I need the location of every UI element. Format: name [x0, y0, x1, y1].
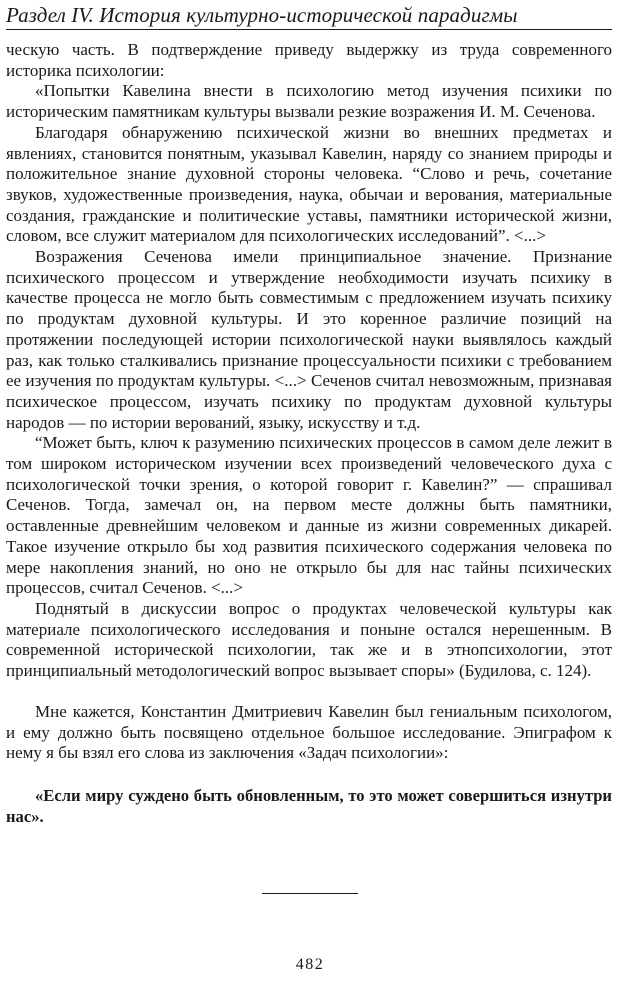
paragraph-continuation: ческую часть. В подтверждение приведу выдержку из труда современного историка психологии: [6, 40, 612, 80]
quote-paragraph-sechenov-objections: Возражения Сеченова имели принципиальное значение. Признание психического процессом и утверждение необходимости изучать психику в качестве процесса не могло быть совместимым с предложением изучать психику по продуктам духовной культуры. И это коренное различие позиций на протяжении последующей истории психологической науки выявлялось каждый раз, как только сталкивались признание процессуальности психики с требованием ее изучения по продуктам культуры. <...> Сеченов считал невозможным, признавая психическое процессом, изучать психику по продуктам духовной культуры народов — по истории верований, языку, искусству и т.д. [6, 247, 612, 432]
author-paragraph: Мне кажется, Константин Дмитриевич Кавелин был гениальным психологом, и ему должно быть посвящено отдельное большое исследование. Эпиграфом к нему я бы взял его слова из заключения «Задач психологии»: [6, 701, 612, 763]
body-text [6, 40, 612, 827]
header-rule [6, 29, 612, 30]
quote-paragraph-kavelin: Благодаря обнаружению психической жизни во внешних предметах и явлениях, становится понятным, указывал Кавелин, наряду со знанием природы и положительное знание духовной стороны человека. “Слово и речь, сочетание звуков, художественные произведения, наука, обычаи и верования, материальные создания, гражданские и политические уставы, памятники исторической жизни, словом, все служит материалом для психологических исследований”. <...> [6, 122, 612, 246]
page-number: 482 [295, 956, 325, 973]
quote-paragraph-opening: «Попытки Кавелина внести в психологию метод изучения психики по историческим памятникам культуры вызвали резкие возражения И. М. Сеченова. [6, 81, 612, 122]
running-header: Раздел IV. История культурно-исторической парадигмы [6, 3, 518, 27]
section-end-rule [262, 893, 358, 894]
epigraph-quote: «Если миру суждено быть обновленным, то это может совершиться изнутри нас». [6, 785, 612, 826]
quote-paragraph-sechenov-question: “Может быть, ключ к разумению психических процессов в самом деле лежит в том широком историческом изучении всех произведений человеческого духа с психологической точки зрения, о которой говорит г. Кавелин?” — спрашивал Сеченов. Тогда, замечал он, на первом месте должны быть памятники, оставленные древнейшим человеком и данные из жизни современных дикарей. Такое изучение открыло бы ход развития психического содержания человека по мере накопления знаний, но оно не открыло бы для нас тайны психических процессов, считал Сеченов. <...> [6, 433, 612, 598]
quote-paragraph-closing: Поднятый в дискуссии вопрос о продуктах человеческой культуры как материале психологического исследования и поныне остался нерешенным. В современной исторической психологии, так же и в этнопсихологии, этот принципиальный методологический вопрос вызывает споры» (Будилова, с. 124). [6, 598, 612, 681]
